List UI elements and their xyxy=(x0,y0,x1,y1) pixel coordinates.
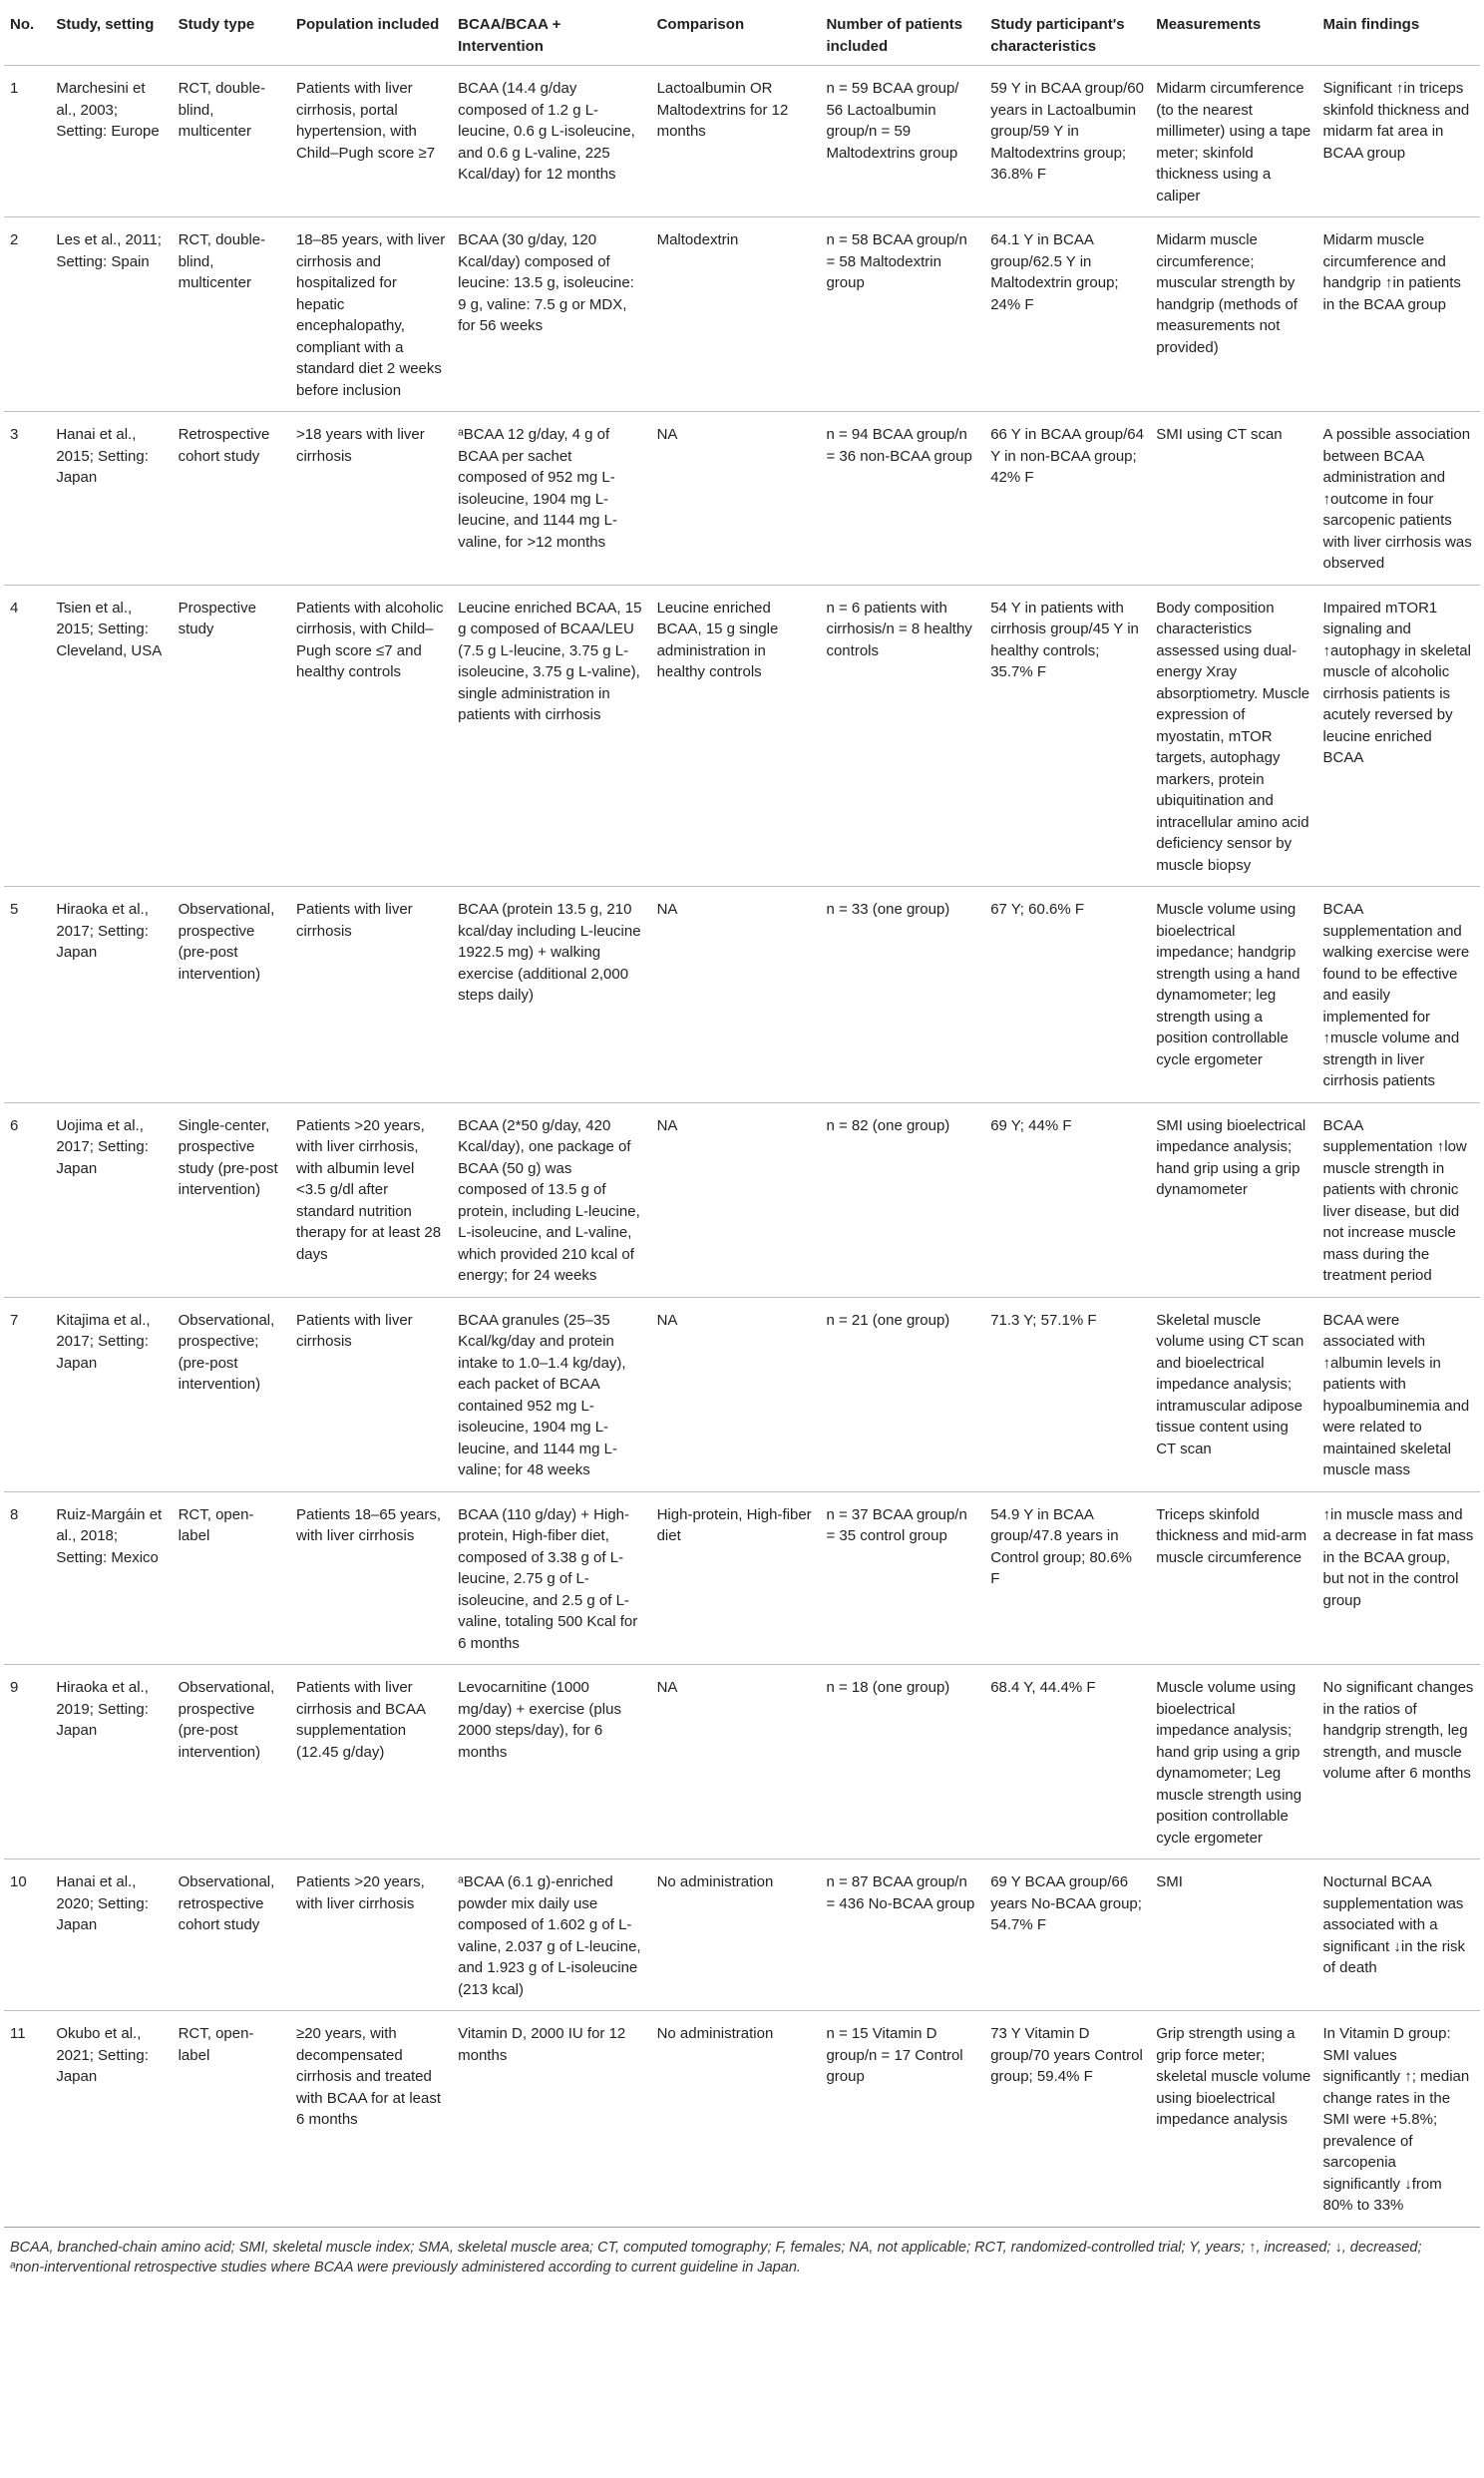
cell-study-type: Observational, prospective (pre-post intervention) xyxy=(173,887,290,1103)
cell-study-setting: Uojima et al., 2017; Setting: Japan xyxy=(50,1102,172,1297)
cell-study-type: Retrospective cohort study xyxy=(173,412,290,586)
cell-study-type: RCT, double-blind, multicenter xyxy=(173,66,290,217)
header-measurements: Measurements xyxy=(1150,8,1316,66)
cell-characteristics: 73 Y Vitamin D group/70 years Control group; 59.4% F xyxy=(984,2011,1150,2228)
table-row xyxy=(4,585,1480,887)
note-a-footnote: ᵃnon-interventional retrospective studies where BCAA were previously administered according to current guideline in Japan. xyxy=(10,2259,801,2275)
cell-number-of-patients: n = 87 BCAA group/n = 436 No-BCAA group xyxy=(820,1859,984,2011)
table-header-row xyxy=(4,8,1480,66)
cell-number-of-patients: n = 37 BCAA group/n = 35 control group xyxy=(820,1491,984,1665)
cell-population: Patients 18–65 years, with liver cirrhosis xyxy=(290,1491,452,1665)
cell-study-type: RCT, double-blind, multicenter xyxy=(173,217,290,412)
cell-study-setting: Marchesini et al., 2003; Setting: Europe xyxy=(50,66,172,217)
cell-no: 6 xyxy=(4,1102,50,1297)
cell-number-of-patients: n = 6 patients with cirrhosis/n = 8 healthy controls xyxy=(820,585,984,887)
cell-characteristics: 64.1 Y in BCAA group/62.5 Y in Maltodextrin group; 24% F xyxy=(984,217,1150,412)
cell-main-findings: Nocturnal BCAA supplementation was associated with a significant ↓in the risk of death xyxy=(1317,1859,1481,2011)
cell-population: Patients >20 years, with liver cirrhosis xyxy=(290,1859,452,2011)
cell-no: 4 xyxy=(4,585,50,887)
header-study-type: Study type xyxy=(173,8,290,66)
cell-number-of-patients: n = 94 BCAA group/n = 36 non-BCAA group xyxy=(820,412,984,586)
cell-comparison: Maltodextrin xyxy=(651,217,821,412)
header-no: No. xyxy=(4,8,50,66)
cell-no: 10 xyxy=(4,1859,50,2011)
table-row xyxy=(4,66,1480,217)
cell-intervention: Levocarnitine (1000 mg/day) + exercise (plus 2000 steps/day), for 6 months xyxy=(452,1665,650,1859)
cell-study-setting: Hanai et al., 2020; Setting: Japan xyxy=(50,1859,172,2011)
cell-comparison: No administration xyxy=(651,2011,821,2228)
cell-main-findings: BCAA supplementation and walking exercise were found to be effective and easily implemented for ↑muscle volume and strength in liver cirrhosis patients xyxy=(1317,887,1481,1103)
cell-comparison: NA xyxy=(651,412,821,586)
cell-measurements: Muscle volume using bioelectrical impedance; handgrip strength using a hand dynamometer; leg strength using a position controllable cycle ergometer xyxy=(1150,887,1316,1103)
cell-study-setting: Les et al., 2011; Setting: Spain xyxy=(50,217,172,412)
header-population: Population included xyxy=(290,8,452,66)
cell-population: Patients with liver cirrhosis xyxy=(290,887,452,1103)
cell-measurements: SMI using CT scan xyxy=(1150,412,1316,586)
cell-number-of-patients: n = 18 (one group) xyxy=(820,1665,984,1859)
table-row xyxy=(4,1665,1480,1859)
cell-study-setting: Kitajima et al., 2017; Setting: Japan xyxy=(50,1297,172,1491)
cell-intervention: ᵃBCAA 12 g/day, 4 g of BCAA per sachet composed of 952 mg L-isoleucine, 1904 mg L-leucine, and 1144 mg L-valine, for >12 months xyxy=(452,412,650,586)
cell-characteristics: 67 Y; 60.6% F xyxy=(984,887,1150,1103)
cell-comparison: Leucine enriched BCAA, 15 g single administration in healthy controls xyxy=(651,585,821,887)
cell-no: 8 xyxy=(4,1491,50,1665)
cell-main-findings: ↑in muscle mass and a decrease in fat mass in the BCAA group, but not in the control group xyxy=(1317,1491,1481,1665)
cell-population: Patients with liver cirrhosis xyxy=(290,1297,452,1491)
table-row xyxy=(4,1297,1480,1491)
cell-study-type: Observational, prospective (pre-post intervention) xyxy=(173,1665,290,1859)
cell-measurements: Body composition characteristics assessed using dual-energy Xray absorptiometry. Muscle expression of myostatin, mTOR targets, autophagy markers, protein ubiquitination and intracellular amino acid deficiency sensor by muscle biopsy xyxy=(1150,585,1316,887)
cell-measurements: SMI using bioelectrical impedance analysis; hand grip using a grip dynamometer xyxy=(1150,1102,1316,1297)
cell-intervention: ᵃBCAA (6.1 g)-enriched powder mix daily use composed of 1.602 g of L-valine, 2.037 g of L-leucine, and 1.923 g of L-isoleucine (213 kcal) xyxy=(452,1859,650,2011)
cell-no: 11 xyxy=(4,2011,50,2228)
cell-study-setting: Okubo et al., 2021; Setting: Japan xyxy=(50,2011,172,2228)
cell-main-findings: Impaired mTOR1 signaling and ↑autophagy in skeletal muscle of alcoholic cirrhosis patients is acutely reversed by leucine enriched BCAA xyxy=(1317,585,1481,887)
cell-population: 18–85 years, with liver cirrhosis and hospitalized for hepatic encephalopathy, compliant with a standard diet 2 weeks before inclusion xyxy=(290,217,452,412)
cell-study-type: Observational, retrospective cohort study xyxy=(173,1859,290,2011)
cell-study-type: RCT, open-label xyxy=(173,2011,290,2228)
cell-measurements: SMI xyxy=(1150,1859,1316,2011)
header-study-setting: Study, setting xyxy=(50,8,172,66)
cell-intervention: Vitamin D, 2000 IU for 12 months xyxy=(452,2011,650,2228)
cell-characteristics: 69 Y; 44% F xyxy=(984,1102,1150,1297)
cell-number-of-patients: n = 33 (one group) xyxy=(820,887,984,1103)
header-main-findings: Main findings xyxy=(1317,8,1481,66)
cell-measurements: Skeletal muscle volume using CT scan and bioelectrical impedance analysis; intramuscular adipose tissue content using CT scan xyxy=(1150,1297,1316,1491)
cell-number-of-patients: n = 82 (one group) xyxy=(820,1102,984,1297)
cell-main-findings: In Vitamin D group: SMI values significantly ↑; median change rates in the SMI were +5.8%; prevalence of sarcopenia significantly ↓from 80% to 33% xyxy=(1317,2011,1481,2228)
table-row xyxy=(4,1491,1480,1665)
cell-study-setting: Hiraoka et al., 2019; Setting: Japan xyxy=(50,1665,172,1859)
cell-comparison: NA xyxy=(651,887,821,1103)
cell-comparison: NA xyxy=(651,1665,821,1859)
cell-measurements: Grip strength using a grip force meter; skeletal muscle volume using bioelectrical impedance analysis xyxy=(1150,2011,1316,2228)
cell-intervention: BCAA (110 g/day) + High-protein, High-fiber diet, composed of 3.38 g of L-leucine, 2.75 g of L-isoleucine, and 2.5 g of L-valine, totaling 500 Kcal for 6 months xyxy=(452,1491,650,1665)
cell-population: Patients >20 years, with liver cirrhosis, with albumin level <3.5 g/dl after standard nutrition therapy for at least 28 days xyxy=(290,1102,452,1297)
cell-characteristics: 68.4 Y, 44.4% F xyxy=(984,1665,1150,1859)
cell-comparison: Lactoalbumin OR Maltodextrins for 12 months xyxy=(651,66,821,217)
cell-study-type: Prospective study xyxy=(173,585,290,887)
cell-number-of-patients: n = 59 BCAA group/ 56 Lactoalbumin group/n = 59 Maltodextrins group xyxy=(820,66,984,217)
cell-study-setting: Hanai et al., 2015; Setting: Japan xyxy=(50,412,172,586)
cell-study-type: RCT, open-label xyxy=(173,1491,290,1665)
abbreviations-footnote: BCAA, branched-chain amino acid; SMI, skeletal muscle index; SMA, skeletal muscle area; CT, computed tomography; F, females; NA, not applicable; RCT, randomized-controlled trial; Y, years; ↑, increased; ↓, decreased; xyxy=(10,2239,1422,2256)
table-row xyxy=(4,1102,1480,1297)
cell-population: ≥20 years, with decompensated cirrhosis and treated with BCAA for at least 6 months xyxy=(290,2011,452,2228)
cell-characteristics: 59 Y in BCAA group/60 years in Lactoalbumin group/59 Y in Maltodextrins group; 36.8% F xyxy=(984,66,1150,217)
header-intervention: BCAA/BCAA + Intervention xyxy=(452,8,650,66)
cell-main-findings: BCAA supplementation ↑low muscle strength in patients with chronic liver disease, but did not increase muscle mass during the treatment period xyxy=(1317,1102,1481,1297)
table-body xyxy=(4,66,1480,2228)
cell-main-findings: Midarm muscle circumference and handgrip ↑in patients in the BCAA group xyxy=(1317,217,1481,412)
header-number-of-patients: Number of patients included xyxy=(820,8,984,66)
cell-intervention: BCAA granules (25–35 Kcal/kg/day and protein intake to 1.0–1.4 kg/day), each packet of BCAA contained 952 mg L-isoleucine, 1904 mg L-leucine, and 1144 mg L-valine; for 48 weeks xyxy=(452,1297,650,1491)
cell-main-findings: A possible association between BCAA administration and ↑outcome in four sarcopenic patients with liver cirrhosis was observed xyxy=(1317,412,1481,586)
cell-measurements: Midarm muscle circumference; muscular strength by handgrip (methods of measurements not provided) xyxy=(1150,217,1316,412)
cell-study-type: Observational, prospective; (pre-post intervention) xyxy=(173,1297,290,1491)
cell-intervention: BCAA (14.4 g/day composed of 1.2 g L-leucine, 0.6 g L-isoleucine, and 0.6 g L-valine, 225 Kcal/day) for 12 months xyxy=(452,66,650,217)
header-comparison: Comparison xyxy=(651,8,821,66)
header-characteristics: Study participant's characteristics xyxy=(984,8,1150,66)
cell-population: Patients with liver cirrhosis, portal hypertension, with Child–Pugh score ≥7 xyxy=(290,66,452,217)
cell-study-setting: Ruiz-Margáin et al., 2018; Setting: Mexico xyxy=(50,1491,172,1665)
cell-study-setting: Hiraoka et al., 2017; Setting: Japan xyxy=(50,887,172,1103)
cell-measurements: Muscle volume using bioelectrical impedance analysis; hand grip using a grip dynamometer; Leg muscle strength using position controllable cycle ergometer xyxy=(1150,1665,1316,1859)
cell-study-type: Single-center, prospective study (pre-post intervention) xyxy=(173,1102,290,1297)
cell-measurements: Triceps skinfold thickness and mid-arm muscle circumference xyxy=(1150,1491,1316,1665)
cell-no: 7 xyxy=(4,1297,50,1491)
cell-number-of-patients: n = 58 BCAA group/n = 58 Maltodextrin group xyxy=(820,217,984,412)
cell-characteristics: 71.3 Y; 57.1% F xyxy=(984,1297,1150,1491)
table-row xyxy=(4,1859,1480,2011)
cell-characteristics: 69 Y BCAA group/66 years No-BCAA group; 54.7% F xyxy=(984,1859,1150,2011)
cell-population: Patients with liver cirrhosis and BCAA supplementation (12.45 g/day) xyxy=(290,1665,452,1859)
cell-no: 2 xyxy=(4,217,50,412)
studies-table xyxy=(4,8,1480,2228)
cell-no: 5 xyxy=(4,887,50,1103)
cell-no: 1 xyxy=(4,66,50,217)
cell-intervention: BCAA (30 g/day, 120 Kcal/day) composed of leucine: 13.5 g, isoleucine: 9 g, valine: 7.5 g or MDX, for 56 weeks xyxy=(452,217,650,412)
cell-population: >18 years with liver cirrhosis xyxy=(290,412,452,586)
cell-characteristics: 54 Y in patients with cirrhosis group/45 Y in healthy controls; 35.7% F xyxy=(984,585,1150,887)
table-row xyxy=(4,412,1480,586)
table-row xyxy=(4,2011,1480,2228)
cell-characteristics: 66 Y in BCAA group/64 Y in non-BCAA group; 42% F xyxy=(984,412,1150,586)
cell-intervention: Leucine enriched BCAA, 15 g composed of BCAA/LEU (7.5 g L-leucine, 3.75 g L-isoleucine, 3.75 g L-valine), single administration in patients with cirrhosis xyxy=(452,585,650,887)
cell-comparison: NA xyxy=(651,1297,821,1491)
cell-characteristics: 54.9 Y in BCAA group/47.8 years in Control group; 80.6% F xyxy=(984,1491,1150,1665)
cell-comparison: No administration xyxy=(651,1859,821,2011)
cell-number-of-patients: n = 21 (one group) xyxy=(820,1297,984,1491)
cell-no: 3 xyxy=(4,412,50,586)
table-row xyxy=(4,887,1480,1103)
cell-comparison: High-protein, High-fiber diet xyxy=(651,1491,821,1665)
cell-main-findings: BCAA were associated with ↑albumin levels in patients with hypoalbuminemia and were related to maintained skeletal muscle mass xyxy=(1317,1297,1481,1491)
table-footnotes xyxy=(4,2228,1480,2277)
cell-study-setting: Tsien et al., 2015; Setting: Cleveland, USA xyxy=(50,585,172,887)
cell-main-findings: Significant ↑in triceps skinfold thickness and midarm fat area in BCAA group xyxy=(1317,66,1481,217)
table-row xyxy=(4,217,1480,412)
cell-comparison: NA xyxy=(651,1102,821,1297)
cell-measurements: Midarm circumference (to the nearest millimeter) using a tape meter; skinfold thickness using a caliper xyxy=(1150,66,1316,217)
cell-population: Patients with alcoholic cirrhosis, with Child–Pugh score ≤7 and healthy controls xyxy=(290,585,452,887)
cell-number-of-patients: n = 15 Vitamin D group/n = 17 Control group xyxy=(820,2011,984,2228)
cell-no: 9 xyxy=(4,1665,50,1859)
cell-intervention: BCAA (protein 13.5 g, 210 kcal/day including L-leucine 1922.5 mg) + walking exercise (additional 2,000 steps daily) xyxy=(452,887,650,1103)
cell-intervention: BCAA (2*50 g/day, 420 Kcal/day), one package of BCAA (50 g) was composed of 13.5 g of protein, including L-leucine, L-isoleucine, and L-valine, which provided 210 kcal of energy; for 24 weeks xyxy=(452,1102,650,1297)
cell-main-findings: No significant changes in the ratios of handgrip strength, leg strength, and muscle volume after 6 months xyxy=(1317,1665,1481,1859)
